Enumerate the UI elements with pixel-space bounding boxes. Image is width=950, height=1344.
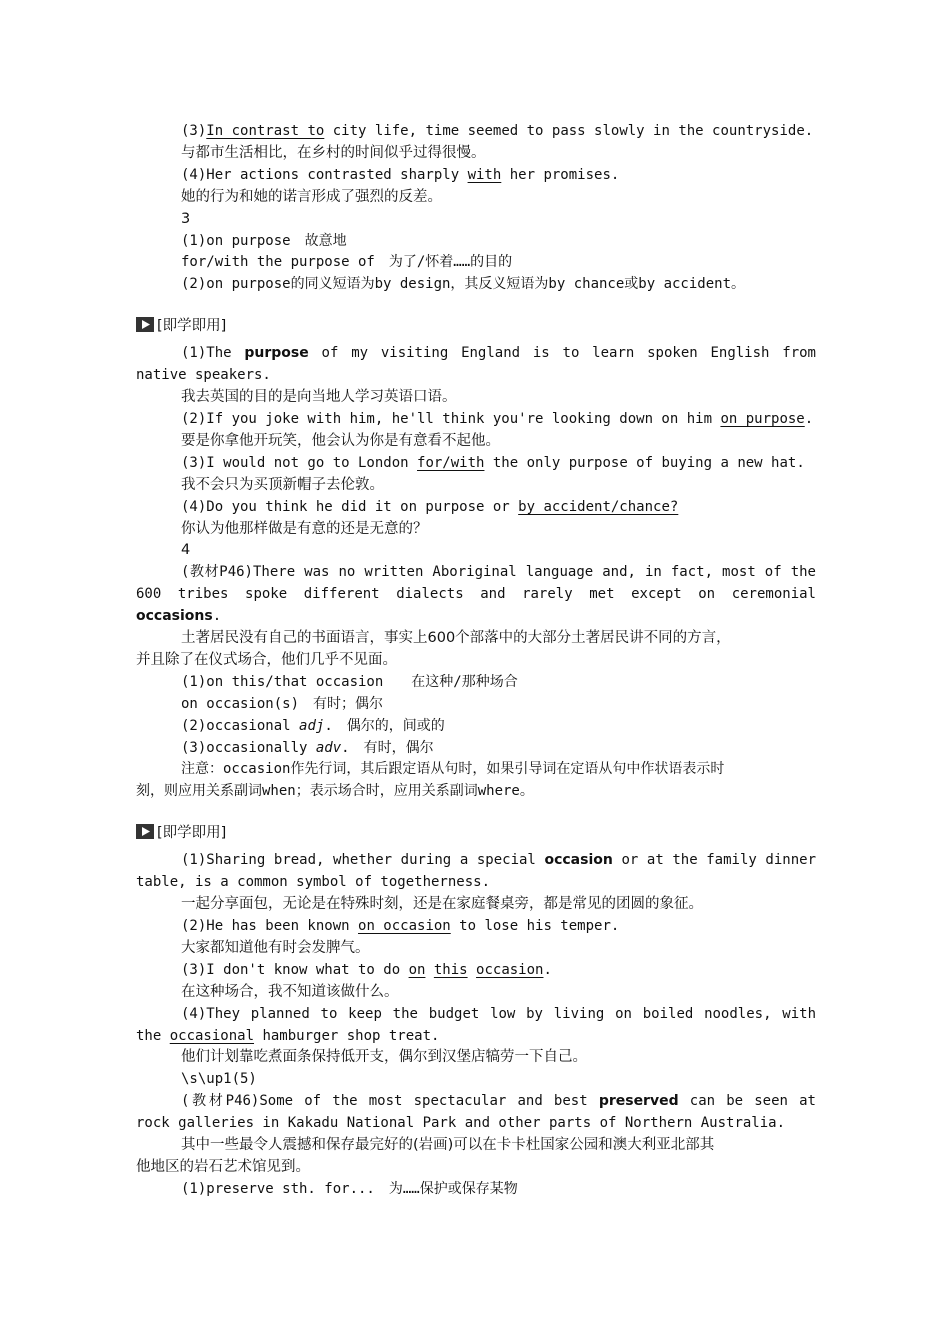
underlined-answer: for/with [417,454,485,471]
example-line [136,343,816,365]
textbook-quote-line: 600 tribes spoke different dialects and rarely met except on ceremonial [136,586,816,603]
translation-line: 要是你拿他开玩笑，他会认为你是有意看不起他。 [181,432,500,449]
item-number: \s\up1(5) [181,1071,257,1088]
example-line [136,121,816,143]
text: (3)I would not go to London [181,454,418,471]
example-line [136,165,816,187]
translation-line: 其中一些最令人震撼和保存最完好的(岩画)可以在卡卡杜国家公园和澳大利亚北部其 [181,1137,715,1154]
item-number: 4 [181,542,191,559]
translation-line: 土著居民没有自己的书面语言，事实上600个部落中的大部分土著居民讲不同的方言， [181,630,731,647]
example-line: (4)They planned to keep the budget low by living on boiled noodles, with [181,1005,816,1022]
example-line [136,916,816,938]
phrase-line: on occasion(s) 有时；偶尔 [181,695,384,712]
text: (3)occasionally [181,739,316,756]
example-line [136,453,816,475]
text: (2)occasional [181,717,300,734]
text: (2)If you joke with him, he'll think you're looking down on him [181,410,721,427]
translation-line: 他们计划靠吃煮面条保持低开支，偶尔到汉堡店犒劳一下自己。 [181,1049,587,1066]
translation-line: 你认为他那样做是有意的还是无意的？ [181,520,428,537]
text: . 偶尔的，间或的 [324,717,445,734]
underlined-answer: on occasion [358,918,451,934]
example-line-continued: native speakers. [136,367,271,384]
translation-line: 并且除了在仪式场合，他们几乎不见面。 [136,651,397,668]
translation-line: 在这种场合，我不知道该做什么。 [181,983,399,1000]
text: (1)The [181,345,245,362]
underlined-answer: this [433,961,468,978]
text: her promises. [501,166,620,183]
phrase-line: (1)on this/that occasion 在这种/那种场合 [181,673,518,690]
text: or at the family dinner [612,852,817,869]
translation-line: 他地区的岩石艺术馆见到。 [136,1158,310,1175]
text: . [543,961,552,978]
text: hamburger shop treat. [254,1027,440,1044]
text: (3) [181,123,207,139]
example-line [136,960,816,982]
item-number: 3 [181,210,191,227]
phrase-line: (1)on purpose 故意地 [181,232,347,249]
example-line [136,409,816,431]
text: city life, time seemed to pass slowly in the countryside. [324,123,814,139]
bold-keyword: purpose [244,345,309,362]
example-line-continued: table, is a common symbol of togetherness. [136,874,491,891]
section-label: [即学即用] [157,318,227,335]
text: to lose his temper. [450,918,620,934]
text: (4)Do you think he did it on purpose or [181,498,519,515]
underlined-answer: occasion [476,961,544,978]
note-line: 刻，则应用关系副词when；表示场合时，应用关系副词where。 [136,783,534,800]
phrase-line [136,738,816,760]
play-box-icon [136,317,154,332]
underlined-answer: on [408,961,426,978]
bold-keyword: occasion [544,852,613,869]
text: the only purpose of buying a new hat. [484,454,805,471]
bold-keyword: preserved [598,1093,679,1110]
part-of-speech: adj [299,717,325,734]
example-line-continued [136,1026,816,1048]
text: (3)I don't know what to do [181,961,409,978]
translation-line: 我去英国的目的是向当地人学习英语口语。 [181,389,457,406]
play-box-icon [136,824,154,839]
section-label: [即学即用] [157,825,227,842]
textbook-quote-line [136,1091,816,1113]
phrase-line: for/with the purpose of 为了/怀着……的目的 [181,254,513,271]
phrase-line [136,716,816,738]
underlined-answer: occasional [169,1027,255,1044]
underlined-answer: by accident/chance? [518,498,679,515]
translation-line: 我不会只为买顶新帽子去伦敦。 [181,476,384,493]
section-header [136,314,816,335]
textbook-quote-line: (教材P46)There was no written Aboriginal language and, in fact, most of the [181,564,816,581]
text: (2)He has been known [181,918,359,934]
text: . [212,608,222,625]
part-of-speech: adv [315,739,342,756]
text: of my visiting England is to learn spoken English from [308,345,816,362]
underlined-answer: In contrast to [206,123,325,139]
translation-line: 她的行为和她的诺言形成了强烈的反差。 [181,188,442,205]
section-header [136,821,816,842]
text: . 有时，偶尔 [341,739,434,756]
note-line: 注意：occasion作先行词，其后跟定语从句时，如果引导词在定语从句中作状语表示时 [181,761,725,778]
translation-line: 大家都知道他有时会发脾气。 [181,939,370,956]
textbook-quote-line: rock galleries in Kakadu National Park and other parts of Northern Australia. [136,1115,786,1132]
textbook-quote-line [136,606,816,628]
note-line: (2)on purpose的同义短语为by design，其反义短语为by chance或by accident。 [181,276,746,293]
example-line [136,497,816,519]
text: (4)Her actions contrasted sharply [181,166,468,183]
text: (教材P46)Some of the most spectacular and best [181,1093,599,1110]
underlined-answer: with [467,166,502,183]
text: (1)Sharing bread, whether during a special [181,852,545,869]
translation-line: 一起分享面包，无论是在特殊时刻，还是在家庭餐桌旁，都是常见的团圆的象征。 [181,896,703,913]
translation-line: 与都市生活相比，在乡村的时间似乎过得很慢。 [181,144,486,161]
underlined-answer: on purpose [720,410,805,427]
text: can be seen at [678,1093,816,1110]
text: the [136,1027,170,1044]
document-page [136,121,816,1201]
text: . [804,410,814,427]
bold-keyword: occasions [136,608,213,625]
example-line [136,850,816,872]
phrase-line: (1)preserve sth. for... 为……保护或保存某物 [181,1180,518,1197]
